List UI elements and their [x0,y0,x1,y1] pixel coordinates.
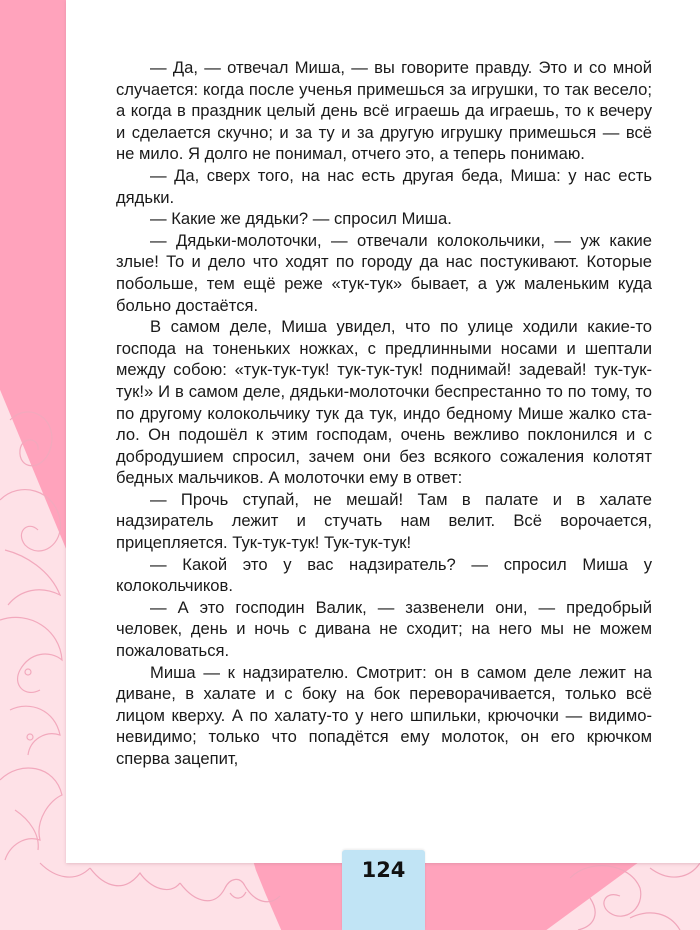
page-number: 124 [361,858,406,882]
paragraph: — А это господин Валик, — зазвенели они, — предобрый человек, день и ночь с дивана не сходит; на него мы не можем пожаловаться. [116,597,652,661]
paragraph: — Да, сверх того, на нас есть другая беда, Миша: у нас есть дядьки. [116,165,652,207]
paragraph: — Дядьки-молоточки, — отвечали колокольчики, — уж какие злые! То и дело что ходят по городу да нас постукивают. Которые побольше, тем ещё реже «тук-тук» бывает, а уж маленьким куда больно достаётся. [116,230,652,315]
book-page [66,0,700,863]
paragraph: — Какой это у вас надзиратель? — спросил Миша у колокольчиков. [116,554,652,596]
paragraph: В самом деле, Миша увидел, что по улице ходили какие-то господа на тоненьких ножках, с предлинными носами и шептали между собою: «тук-тук-тук! тук-тук-тук! поднимай! задевай! тук-тук-тук!» И в самом деле, дядьки-молоточки беспрестанно то по тому, то по другому колокольчику тук да тук, индо бедному Мише жалко стало. Он подошёл к этим господам, очень вежливо поклонился и с добродушием спросил, зачем они без всякого сожаления колотят бедных мальчиков. А молоточки ему в ответ: [116,317,652,488]
paragraph: — Прочь ступай, не мешай! Там в палате и в халате надзиратель лежит и стучать нам велит. Всё ворочается, прицепляется. Тук-тук-тук! Тук-тук-тук! [116,489,652,553]
story-text [116,57,652,770]
paragraph: — Да, — отвечал Миша, — вы говорите правду. Это и со мной случается: когда после ученья примешься за игрушки, то так весело; а когда в праздник целый день всё играешь да играешь, то к вечеру и сделается скучно; и за ту и за другую игрушку примешься — всё не мило. Я долго не понимал, отчего это, а теперь понимаю. [116,58,652,164]
page-number-tab [342,850,425,930]
paragraph: — Какие же дядьки? — спросил Миша. [150,209,452,229]
paragraph: Миша — к надзирателю. Смотрит: он в самом деле лежит на диване, в халате и с боку на бок переворачивается, только всё лицом кверху. А по халату-то у него шпильки, крючочки — видимо-невидимо; только что попадётся ему молоток, он его крючком сперва зацепит, [116,662,652,768]
